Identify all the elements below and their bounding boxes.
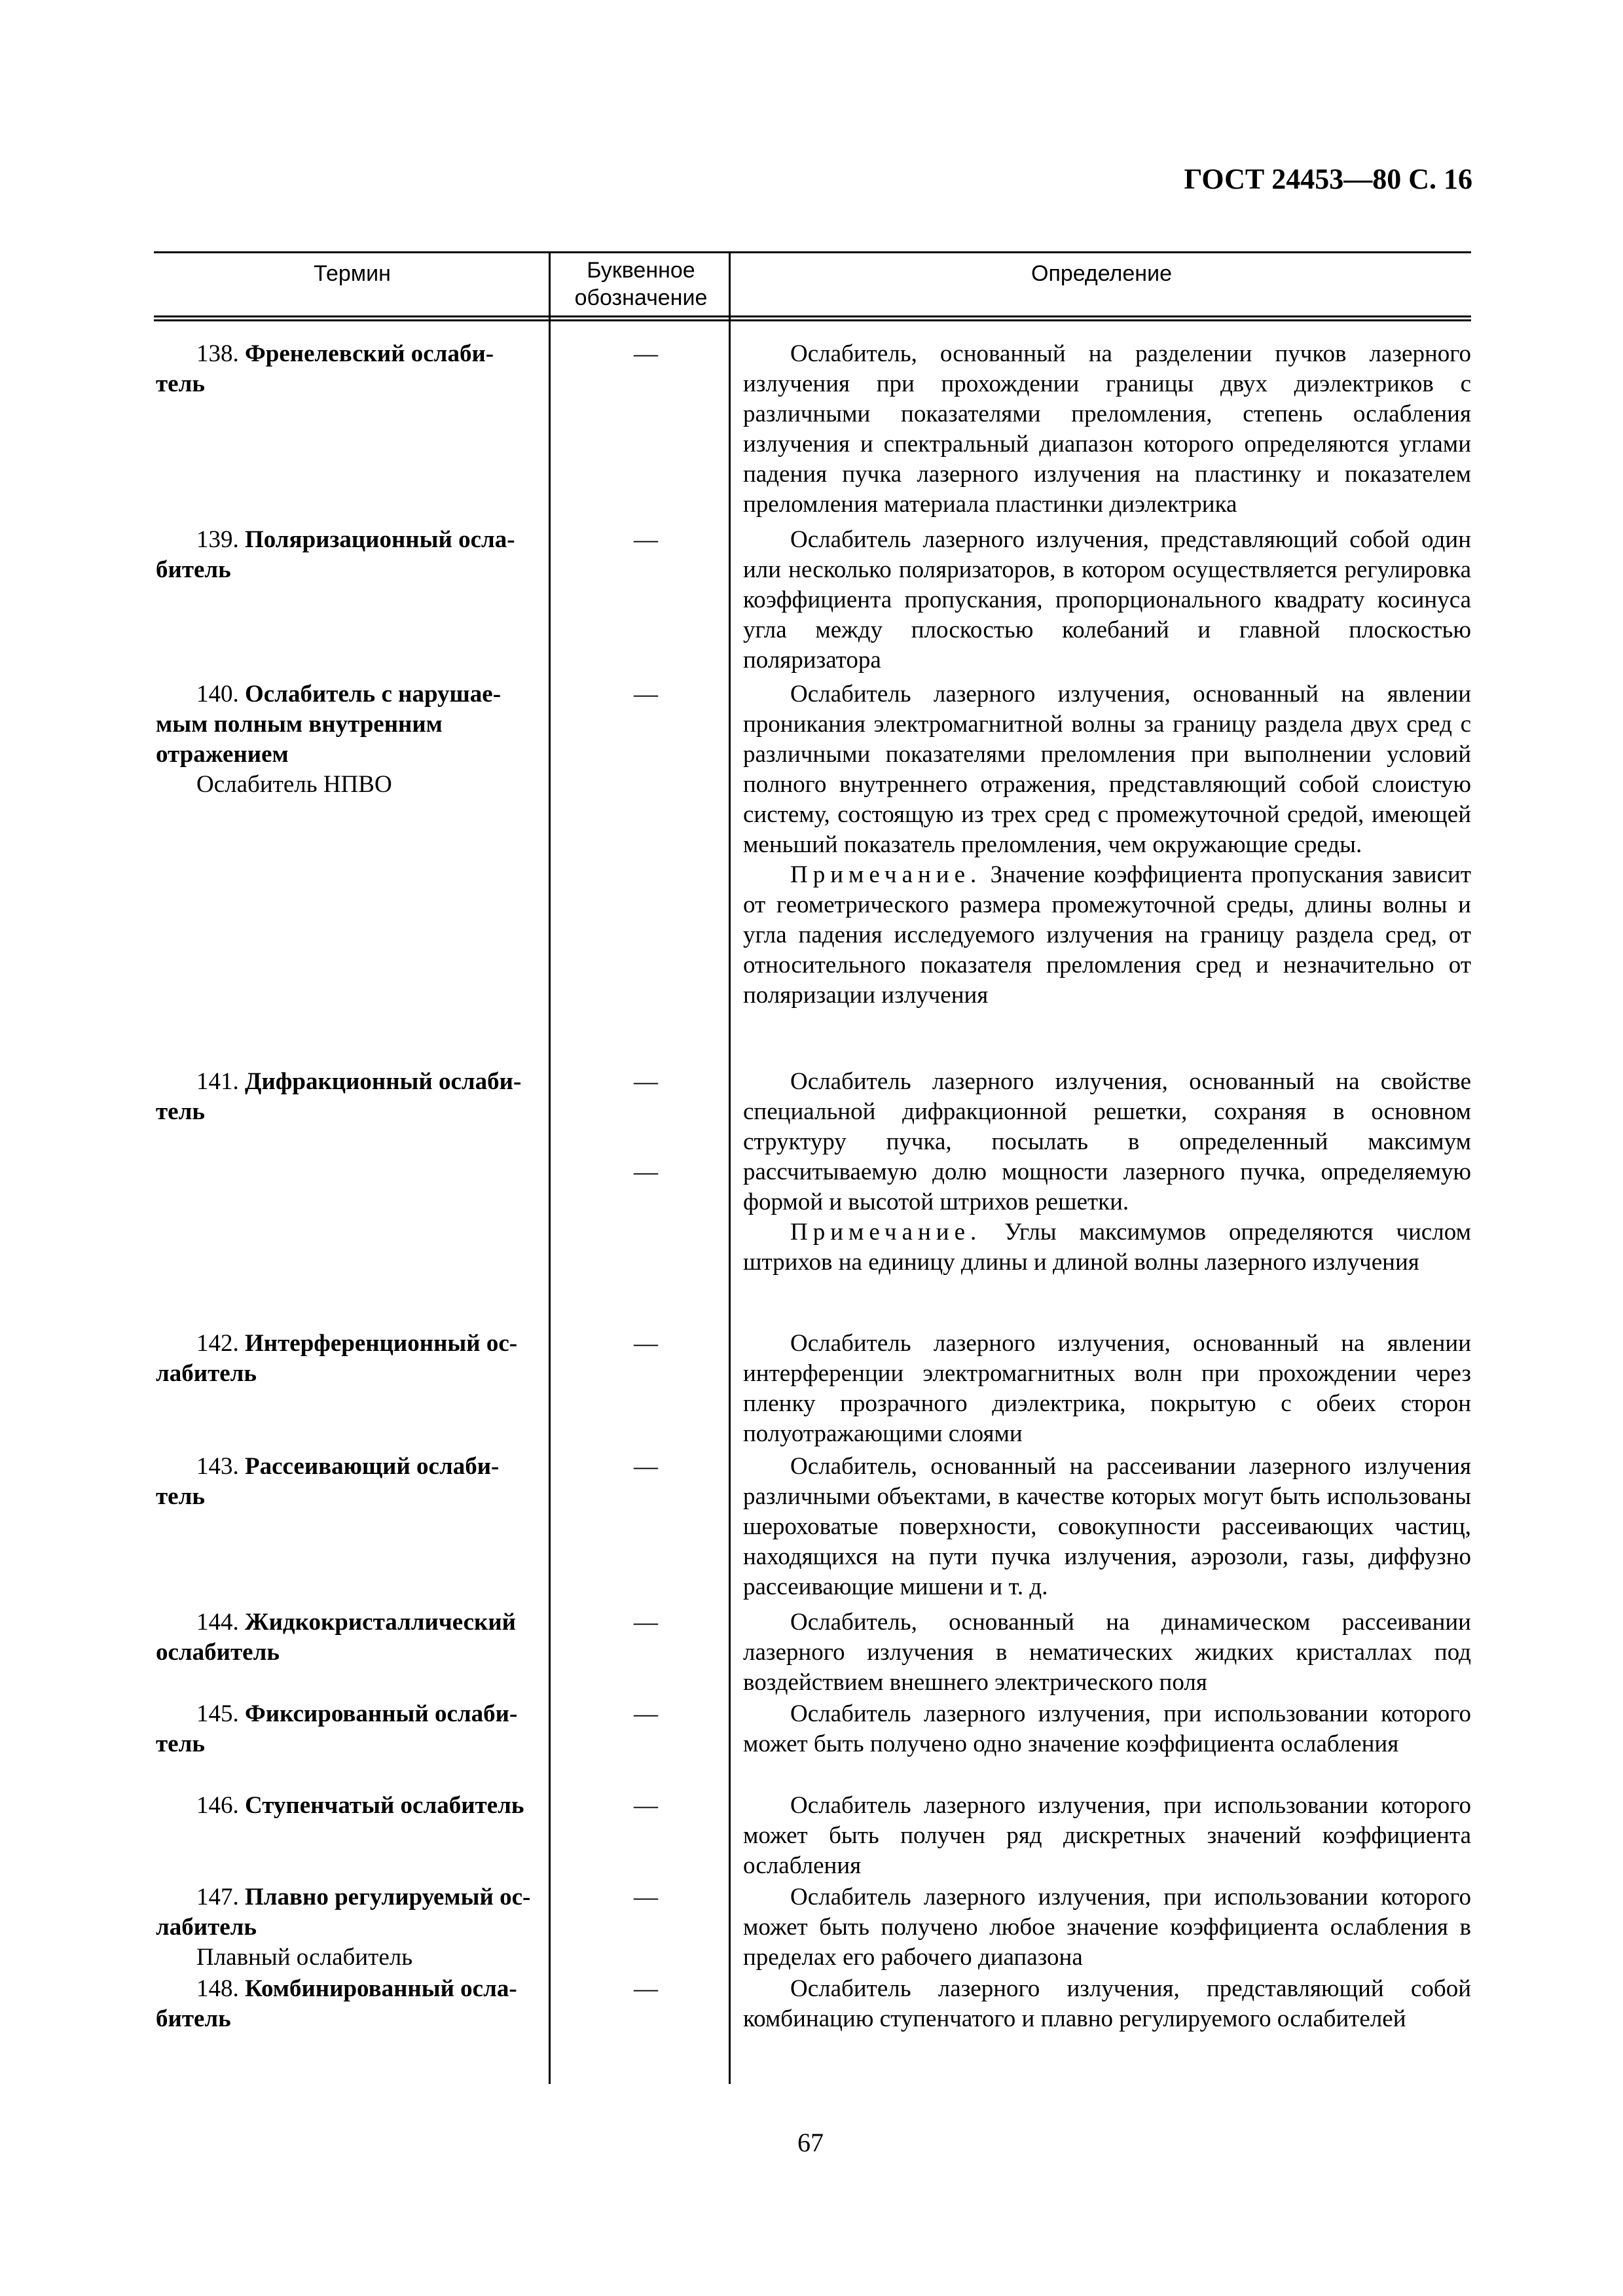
symbol-dash: —	[634, 1068, 658, 1095]
column-header-term: Термин	[314, 261, 391, 286]
definition-cell	[743, 1452, 1471, 1602]
symbol-dash: —	[634, 1884, 658, 1910]
definition-note	[743, 1217, 1471, 1278]
term-name-rest: ослабитель	[156, 1639, 280, 1666]
term-number: 140.	[196, 681, 239, 708]
term-number: 141.	[196, 1068, 239, 1095]
symbol-dash: —	[634, 1975, 658, 2002]
symbol-dash: —	[634, 1453, 658, 1480]
definition-text: Ослабитель лазерного излучения, основанный на свойстве специальной дифракционной решетки, сохраняя в основном структуру пучка, посылать в определенный максимум рассчитываемую долю мощности лазерного пучка, определяемую формой и высотой штрихов решетки.	[743, 1068, 1471, 1215]
definition-text: Ослабитель лазерного излучения, при использовании которого может быть получен ряд дискретных значений коэффициента ослабления	[743, 1792, 1471, 1879]
term-name-rest: битель	[156, 556, 231, 583]
term-name: Комбинированный осла-	[245, 1975, 517, 2002]
page-number: 67	[797, 2128, 824, 2157]
definition-text: Ослабитель лазерного излучения, основанный на явлении интерференции электромагнитных волн при прохождении через пленку прозрачного диэлектрика, покрытую с обеих сторон полуотражающими слоями	[743, 1330, 1471, 1447]
definition-text: Ослабитель лазерного излучения, основанный на явлении проникания электромагнитной волны за границу раздела двух сред с различными показателями преломления при выполнении условий полного внутреннего отражения, представляющий собой слоистую систему, состоящую из трех сред с промежуточной средой, имеющей меньший показатель преломления, чем окружающие среды.	[743, 681, 1471, 858]
term-cell	[156, 339, 536, 399]
definition-text: Ослабитель лазерного излучения, при использовании которого может быть получено одно значение коэффициента ослабления	[743, 1700, 1471, 1757]
term-name: Френелевский ослаби-	[245, 340, 494, 367]
term-name-rest: лабитель	[156, 1360, 257, 1387]
symbol-dash: —	[634, 340, 658, 367]
definition-text: Ослабитель, основанный на рассеивании лазерного излучения различными объектами, в качестве которых могут быть использованы шероховатые поверхности, совокупности рассеивающих частиц, находящихся на пути пучка излучения, аэрозоли, газы, диффузно рассеивающие мишени и т. д.	[743, 1453, 1471, 1600]
term-number: 139.	[196, 526, 239, 553]
term-cell	[156, 1699, 536, 1759]
term-name-rest: тель	[156, 370, 205, 397]
term-cell	[156, 1882, 536, 1973]
definition-cell	[743, 1974, 1471, 2034]
definition-text: Ослабитель лазерного излучения, при использовании которого может быть получено любое значение коэффициента ослабления в пределах его рабочего диапазона	[743, 1884, 1471, 1971]
column-divider-2	[729, 251, 731, 2084]
note-label: Примечание.	[790, 1219, 982, 1246]
term-number: 144.	[196, 1609, 239, 1636]
term-name: Интерференционный ос-	[245, 1330, 518, 1357]
definition-text: Ослабитель, основанный на разделении пучков лазерного излучения при прохождении границы двух диэлектриков с различными показателями преломления, степень ослабления излучения и спектральный диапазон которого определяются углами падения пучка лазерного излучения на пластинку и показателем преломления материала пластинки диэлектрика	[743, 340, 1471, 518]
column-header-symbol: Буквенное обозначение	[574, 258, 708, 310]
column-header-definition: Определение	[1031, 261, 1172, 286]
definition-cell	[743, 1329, 1471, 1449]
column-divider-1	[549, 251, 551, 2084]
document-header: ГОСТ 24453—80 С. 16	[1184, 163, 1472, 195]
note-text: Значение коэффициента пропускания зависит от геометрического размера промежуточной среды, длины волны и угла падения исследуемого излучения на границу раздела сред, от относительного показателя преломления сред и незначительно от поляризации излучения	[743, 861, 1471, 1009]
term-alias: Ослабитель НПВО	[196, 771, 392, 798]
table-header-rule-2	[154, 319, 1471, 321]
term-name-rest: тель	[156, 1731, 205, 1757]
term-cell	[156, 1974, 536, 2034]
term-name-rest: тель	[156, 1483, 205, 1510]
term-cell	[156, 1067, 536, 1127]
term-name: Плавно регулируемый ос-	[245, 1884, 531, 1910]
term-number: 145.	[196, 1700, 239, 1727]
term-name-rest: мым полным внутренним отражением	[156, 711, 443, 768]
term-cell	[156, 1452, 536, 1512]
table-header-rule	[154, 315, 1471, 317]
term-name: Фиксированный ослаби-	[245, 1700, 518, 1727]
term-name: Поляризационный осла-	[245, 526, 515, 553]
symbol-dash: —	[634, 1792, 658, 1819]
definition-text: Ослабитель, основанный на динамическом рассеивании лазерного излучения в нематических жидких кристаллах под воздействием внешнего электрического поля	[743, 1609, 1471, 1696]
term-number: 146.	[196, 1792, 239, 1819]
symbol-dash-extra: —	[634, 1158, 658, 1185]
term-cell	[156, 1329, 536, 1389]
term-alias: Плавный ослабитель	[196, 1944, 413, 1971]
definition-cell	[743, 1791, 1471, 1881]
term-cell	[156, 1607, 536, 1668]
note-label: Примечание.	[790, 861, 982, 888]
term-name-rest: лабитель	[156, 1914, 257, 1941]
term-name: Рассеивающий ослаби-	[245, 1453, 500, 1480]
definition-cell	[743, 1607, 1471, 1698]
term-name: Ступенчатый ослабитель	[245, 1792, 524, 1819]
definition-text: Ослабитель лазерного излучения, представляющий собой комбинацию ступенчатого и плавно регулируемого ослабителей	[743, 1975, 1471, 2032]
term-name: Ослабитель с нарушае-	[245, 681, 501, 708]
term-cell	[156, 525, 536, 585]
term-cell	[156, 1791, 536, 1821]
note-text: Углы максимумов определяются числом штрихов на единицу длины и длиной волны лазерного излучения	[743, 1219, 1471, 1276]
definition-cell	[743, 1699, 1471, 1759]
definition-cell	[743, 1067, 1471, 1278]
term-name: Дифракционный ослаби-	[245, 1068, 522, 1095]
symbol-dash: —	[634, 1700, 658, 1727]
term-number: 143.	[196, 1453, 239, 1480]
term-number: 138.	[196, 340, 239, 367]
term-name: Жидкокристаллический	[245, 1609, 516, 1636]
symbol-dash: —	[634, 526, 658, 553]
definition-note	[743, 860, 1471, 1011]
symbol-dash: —	[634, 681, 658, 708]
term-number: 148.	[196, 1975, 239, 2002]
definition-cell	[743, 679, 1471, 1011]
term-number: 142.	[196, 1330, 239, 1357]
term-name-rest: тель	[156, 1098, 205, 1125]
term-cell	[156, 679, 536, 800]
definition-text: Ослабитель лазерного излучения, представляющий собой один или несколько поляризаторов, в котором осуществляется регулировка коэффициента пропускания, пропорционального квадрату косинуса угла между плоскостью колебаний и главной плоскостью поляризатора	[743, 526, 1471, 673]
definition-cell	[743, 525, 1471, 675]
term-number: 147.	[196, 1884, 239, 1910]
symbol-dash: —	[634, 1609, 658, 1636]
table-top-rule	[154, 251, 1471, 253]
term-name-rest: битель	[156, 2005, 231, 2032]
symbol-dash: —	[634, 1330, 658, 1357]
definition-cell	[743, 1882, 1471, 1973]
definition-cell	[743, 339, 1471, 520]
